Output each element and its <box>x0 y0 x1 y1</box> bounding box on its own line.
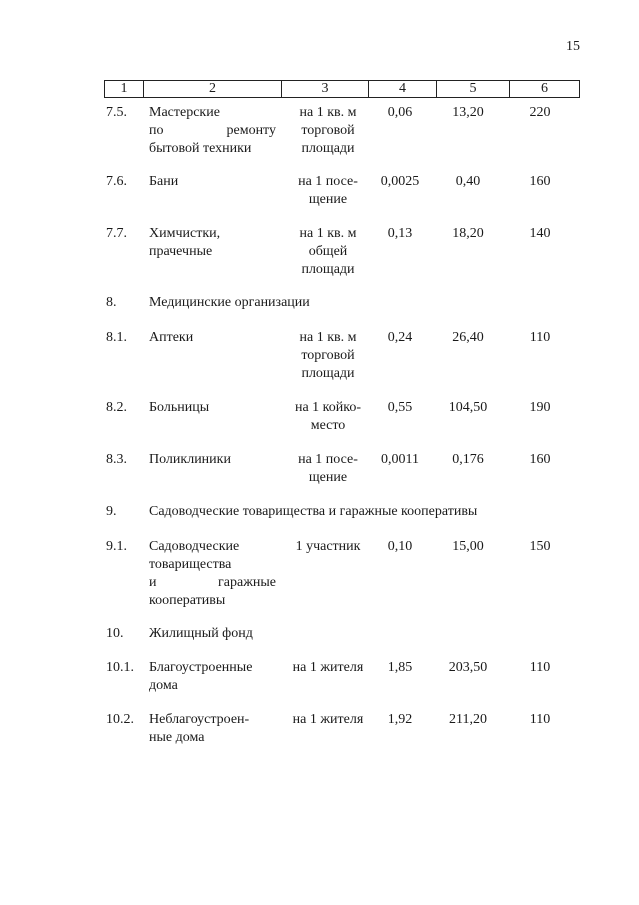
row-name <box>149 711 276 747</box>
name-line: Химчистки, <box>149 226 221 241</box>
name-line: Благоустроенные <box>149 660 253 675</box>
column-header: 1 <box>105 81 144 98</box>
unit-line: на 1 кв. м <box>299 330 357 345</box>
unit-line: площади <box>301 141 355 156</box>
name-line: Больницы <box>149 400 210 415</box>
row-value-col5: 26,40 <box>452 330 484 345</box>
unit-line: щение <box>308 192 348 207</box>
row-value-col5: 203,50 <box>448 660 488 675</box>
column-header: 2 <box>144 81 282 98</box>
name-line: Неблагоустроен- <box>149 712 250 727</box>
row-name <box>149 104 276 158</box>
row-number: 10.2. <box>106 712 134 727</box>
row-value-col5: 15,00 <box>452 539 484 554</box>
name-line: и гаражные <box>149 575 276 590</box>
row-unit <box>285 451 371 487</box>
row-number: 7.6. <box>106 174 127 189</box>
row-number: 8.3. <box>106 452 127 467</box>
column-header: 4 <box>369 81 437 98</box>
column-header: 6 <box>510 81 580 98</box>
unit-line: общей <box>308 244 348 259</box>
row-unit <box>285 711 371 729</box>
row-value-col4: 0,13 <box>387 226 413 241</box>
row-value-col6: 220 <box>529 105 551 120</box>
row-value-col5: 18,20 <box>452 226 484 241</box>
row-value-col6: 160 <box>529 452 551 467</box>
name-line: ные дома <box>149 730 205 745</box>
name-line: товарищества <box>149 557 232 572</box>
column-header-table <box>104 80 580 98</box>
unit-line: на 1 жителя <box>292 712 364 727</box>
unit-line: на 1 жителя <box>292 660 364 675</box>
row-unit <box>285 659 371 677</box>
unit-line: щение <box>308 470 348 485</box>
row-unit <box>285 538 371 556</box>
row-name <box>149 451 276 469</box>
name-line: Аптеки <box>149 330 194 345</box>
section-heading: Садоводческие товарищества и гаражные кооперативы <box>149 504 478 519</box>
row-value-col5: 211,20 <box>449 712 487 727</box>
row-value-col6: 110 <box>529 660 551 675</box>
row-value-col4: 1,92 <box>387 712 413 727</box>
row-value-col6: 190 <box>529 400 551 415</box>
column-header: 3 <box>282 81 369 98</box>
row-value-col5: 0,40 <box>455 174 481 189</box>
column-header: 5 <box>437 81 510 98</box>
row-number: 8.1. <box>106 330 127 345</box>
name-line: Садоводческие <box>149 539 240 554</box>
row-unit <box>285 399 371 435</box>
section-number: 10. <box>106 626 124 641</box>
name-line: по ремонту <box>149 123 276 138</box>
row-value-col6: 160 <box>529 174 551 189</box>
row-unit <box>285 225 371 279</box>
row-number: 7.7. <box>106 226 127 241</box>
row-name <box>149 329 276 347</box>
row-name <box>149 399 276 417</box>
row-value-col5: 13,20 <box>452 105 484 120</box>
page-number: 15 <box>566 39 580 54</box>
name-line: прачечные <box>149 244 213 259</box>
row-value-col5: 0,176 <box>452 452 484 467</box>
row-number: 10.1. <box>106 660 134 675</box>
section-heading: Медицинские организации <box>149 295 310 310</box>
row-value-col4: 0,24 <box>387 330 413 345</box>
row-number: 9.1. <box>106 539 127 554</box>
name-line: кооперативы <box>149 593 226 608</box>
row-value-col4: 0,0025 <box>380 174 420 189</box>
unit-line: на 1 посе- <box>298 174 358 189</box>
row-value-col5: 104,50 <box>448 400 488 415</box>
row-value-col4: 1,85 <box>387 660 413 675</box>
row-value-col6: 140 <box>529 226 551 241</box>
row-unit <box>285 104 371 158</box>
row-value-col4: 0,06 <box>387 105 413 120</box>
row-value-col6: 110 <box>529 712 551 727</box>
unit-line: торговой <box>301 123 355 138</box>
unit-line: площади <box>301 262 355 277</box>
unit-line: на 1 кв. м <box>299 105 357 120</box>
name-line: бытовой техники <box>149 141 252 156</box>
section-number: 9. <box>106 504 117 519</box>
row-name <box>149 538 276 610</box>
unit-line: площади <box>301 366 355 381</box>
row-name <box>149 225 276 261</box>
column-header-row <box>105 81 580 98</box>
unit-line: на 1 койко- <box>294 400 362 415</box>
row-value-col6: 150 <box>529 539 551 554</box>
name-line: дома <box>149 678 178 693</box>
row-value-col6: 110 <box>529 330 551 345</box>
section-heading: Жилищный фонд <box>149 626 253 641</box>
row-value-col4: 0,55 <box>387 400 413 415</box>
row-number: 7.5. <box>106 105 127 120</box>
unit-line: на 1 посе- <box>298 452 358 467</box>
name-line: Мастерские <box>149 105 220 120</box>
row-value-col4: 0,0011 <box>381 452 419 467</box>
row-name <box>149 659 276 695</box>
section-number: 8. <box>106 295 117 310</box>
unit-line: торговой <box>301 348 355 363</box>
unit-line: на 1 кв. м <box>299 226 357 241</box>
row-value-col4: 0,10 <box>387 539 413 554</box>
row-unit <box>285 329 371 383</box>
row-unit <box>285 173 371 209</box>
row-number: 8.2. <box>106 400 127 415</box>
row-name <box>149 173 276 191</box>
unit-line: 1 участник <box>295 539 361 554</box>
unit-line: место <box>310 418 346 433</box>
name-line: Бани <box>149 174 179 189</box>
name-line: Поликлиники <box>149 452 231 467</box>
